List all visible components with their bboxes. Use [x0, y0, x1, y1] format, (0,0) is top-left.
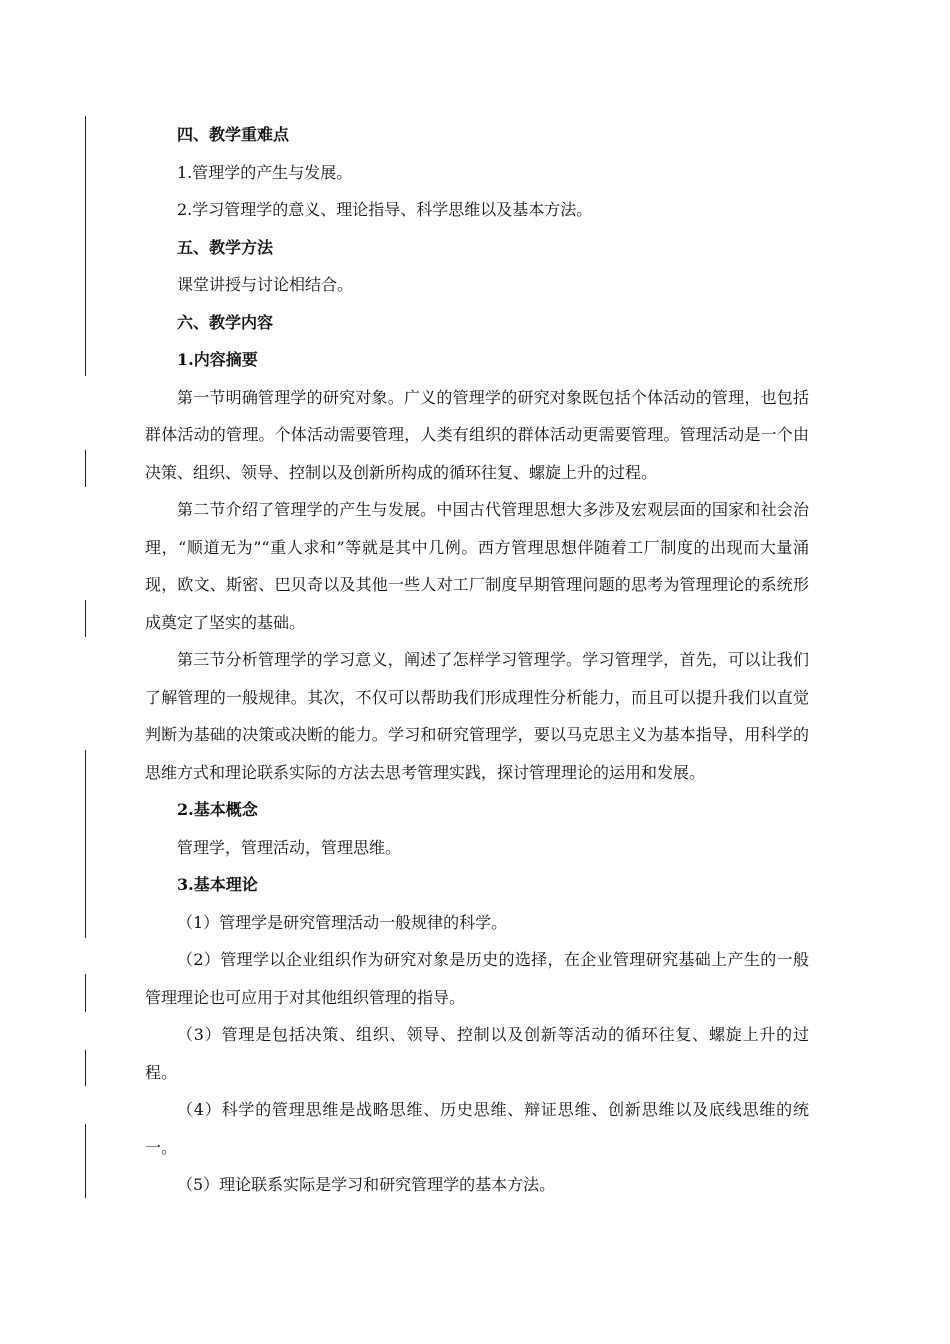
revision-bar [85, 974, 86, 1012]
section-heading: 五、教学方法 [177, 237, 274, 257]
paragraph: 课堂讲授与讨论相结合。 [177, 275, 354, 294]
document-body [145, 116, 809, 1204]
paragraph: 第一节明确管理学的研究对象。广义的管理学的研究对象既包括个体活动的管理，也包括群体活动的管理。个体活动需要管理，人类有组织的群体活动更需要管理。管理活动是一个由决策、组织、领导、控制以及创新所构成的循环往复、螺旋上升的过程。 [145, 387, 809, 482]
list-item: 1.管理学的产生与发展。 [177, 162, 353, 182]
revision-bar [85, 750, 86, 938]
subsection-heading: 1.内容摘要 [177, 350, 258, 369]
list-item: （5）理论联系实际是学习和研究管理学的基本方法。 [177, 1175, 556, 1194]
list-item: 2.学习管理学的意义、理论指导、科学思维以及基本方法。 [177, 200, 593, 219]
paragraph: 第二节介绍了管理学的产生与发展。中国古代管理思想大多涉及宏观层面的国家和社会治理，“顺道无为”“重人求和”等就是其中几例。西方管理思想伴随着工厂制度的出现而大量涌现，欧文、斯密、巴贝奇以及其他一些人对工厂制度早期管理问题的思考为管理理论的系统形成奠定了坚实的基础。 [145, 500, 809, 632]
revision-bar [85, 450, 86, 487]
list-item: （1）管理学是研究管理活动一般规律的科学。 [177, 912, 508, 932]
list-item: （4）科学的管理思维是战略思维、历史思维、辩证思维、创新思维以及底线思维的统一。 [145, 1100, 809, 1157]
section-heading: 四、教学重难点 [177, 125, 290, 144]
list-item: （2）管理学以企业组织作为研究对象是历史的选择，在企业管理研究基础上产生的一般管理理论也可应用于对其他组织管理的指导。 [145, 950, 809, 1007]
paragraph: 第三节分析管理学的学习意义，阐述了怎样学习管理学。学习管理学，首先，可以让我们了解管理的一般规律。其次，不仅可以帮助我们形成理性分析能力，而且可以提升我们以直觉判断为基础的决策或决断的能力。学习和研究管理学，要以马克思主义为基本指导，用科学的思维方式和理论联系实际的方法去思考管理实践，探讨管理理论的运用和发展。 [145, 650, 809, 782]
revision-bar [85, 1124, 86, 1198]
subsection-heading: 2.基本概念 [177, 800, 258, 819]
section-heading: 六、教学内容 [177, 312, 274, 332]
revision-bar [85, 1050, 86, 1086]
subsection-heading: 3.基本理论 [177, 875, 258, 894]
revision-bar [85, 116, 86, 376]
paragraph: 管理学，管理活动，管理思维。 [177, 837, 402, 857]
revision-bar [85, 600, 86, 637]
list-item: （3）管理是包括决策、组织、领导、控制以及创新等活动的循环往复、螺旋上升的过程。 [145, 1025, 809, 1082]
